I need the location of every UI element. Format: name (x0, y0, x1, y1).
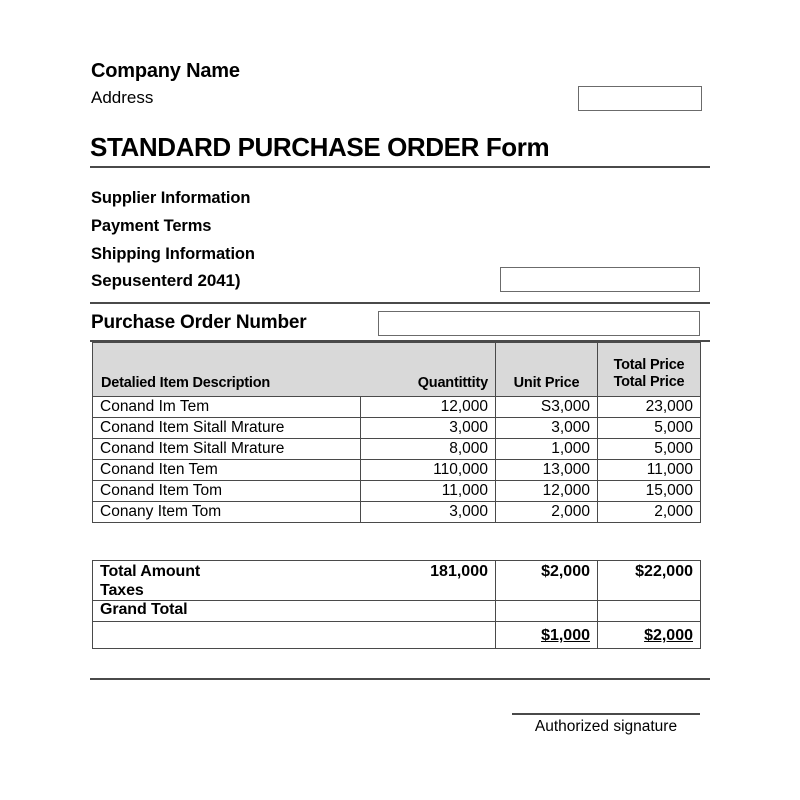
cell-total-price: 11,000 (598, 460, 701, 481)
info-divider (90, 302, 710, 304)
table-row[interactable] (93, 481, 701, 502)
cell-quantity: 3,000 (361, 418, 496, 439)
table-row[interactable] (93, 439, 701, 460)
cell-total-price: 5,000 (598, 439, 701, 460)
cell-unit-price: 1,000 (496, 439, 598, 460)
cell-unit-price: 3,000 (496, 418, 598, 439)
column-header-description: Detalied Item Description (93, 343, 361, 397)
table-row[interactable] (93, 502, 701, 523)
table-row[interactable] (93, 418, 701, 439)
cell-quantity: 8,000 (361, 439, 496, 460)
taxes-label: Taxes (100, 581, 144, 599)
grand-total-unit-price (496, 601, 598, 622)
cell-description: Conand Item Sitall Mrature (93, 439, 361, 460)
table-row[interactable] (93, 397, 701, 418)
column-header-total-price (598, 343, 701, 397)
totals-row-grand-total (93, 601, 701, 622)
cell-total-price: 23,000 (598, 397, 701, 418)
final-unit-price: $1,000 (496, 622, 598, 649)
purchase-order-number-input[interactable] (378, 311, 700, 336)
date-label: Sepusenterd 2041) (91, 271, 241, 290)
final-row-empty-label (93, 622, 496, 649)
grand-total-total-price (598, 601, 701, 622)
cell-unit-price: S3,000 (496, 397, 598, 418)
total-amount-quantity: 181,000 (430, 563, 488, 580)
authorized-signature-label: Authorized signature (534, 718, 678, 735)
column-header-total-price-line1: Total Price (613, 356, 685, 373)
payment-terms-label: Payment Terms (91, 217, 212, 235)
cell-description: Conany Item Tom (93, 502, 361, 523)
items-table (92, 342, 701, 523)
cell-quantity: 11,000 (361, 481, 496, 502)
cell-description: Conand Iten Tem (93, 460, 361, 481)
items-table-header-row (93, 343, 701, 397)
cell-total-price: 2,000 (598, 502, 701, 523)
cell-total-price: 15,000 (598, 481, 701, 502)
footer-divider (90, 678, 710, 680)
cell-quantity: 3,000 (361, 502, 496, 523)
column-header-unit-price: Unit Price (496, 343, 598, 397)
total-amount-label: Total Amount (100, 563, 201, 580)
page-title: STANDARD PURCHASE ORDER Form (90, 132, 550, 162)
column-header-quantity: Quantittity (361, 343, 496, 397)
cell-description: Conand Item Sitall Mrature (93, 418, 361, 439)
grand-total-label: Grand Total (93, 601, 496, 622)
cell-unit-price: 12,000 (496, 481, 598, 502)
total-amount-total-price: $22,000 (598, 561, 701, 601)
supplier-information-label: Supplier Information (91, 189, 251, 207)
column-header-total-price-line2: Total Price (613, 373, 685, 390)
signature-line (512, 713, 700, 715)
title-divider (90, 166, 710, 168)
cell-quantity: 110,000 (361, 460, 496, 481)
cell-unit-price: 2,000 (496, 502, 598, 523)
header-field-box[interactable] (578, 86, 702, 111)
items-table-body (93, 397, 701, 523)
company-address: Address (91, 88, 154, 107)
table-row[interactable] (93, 460, 701, 481)
cell-description: Conand Im Tem (93, 397, 361, 418)
total-amount-unit-price: $2,000 (496, 561, 598, 601)
cell-unit-price: 13,000 (496, 460, 598, 481)
final-total-price: $2,000 (598, 622, 701, 649)
cell-total-price: 5,000 (598, 418, 701, 439)
totals-row-final (93, 622, 701, 649)
shipping-information-label: Shipping Information (91, 245, 255, 263)
purchase-order-number-label: Purchase Order Number (91, 312, 307, 333)
cell-description: Conand Item Tom (93, 481, 361, 502)
info-field-box[interactable] (500, 267, 700, 292)
cell-quantity: 12,000 (361, 397, 496, 418)
company-name: Company Name (91, 60, 240, 82)
